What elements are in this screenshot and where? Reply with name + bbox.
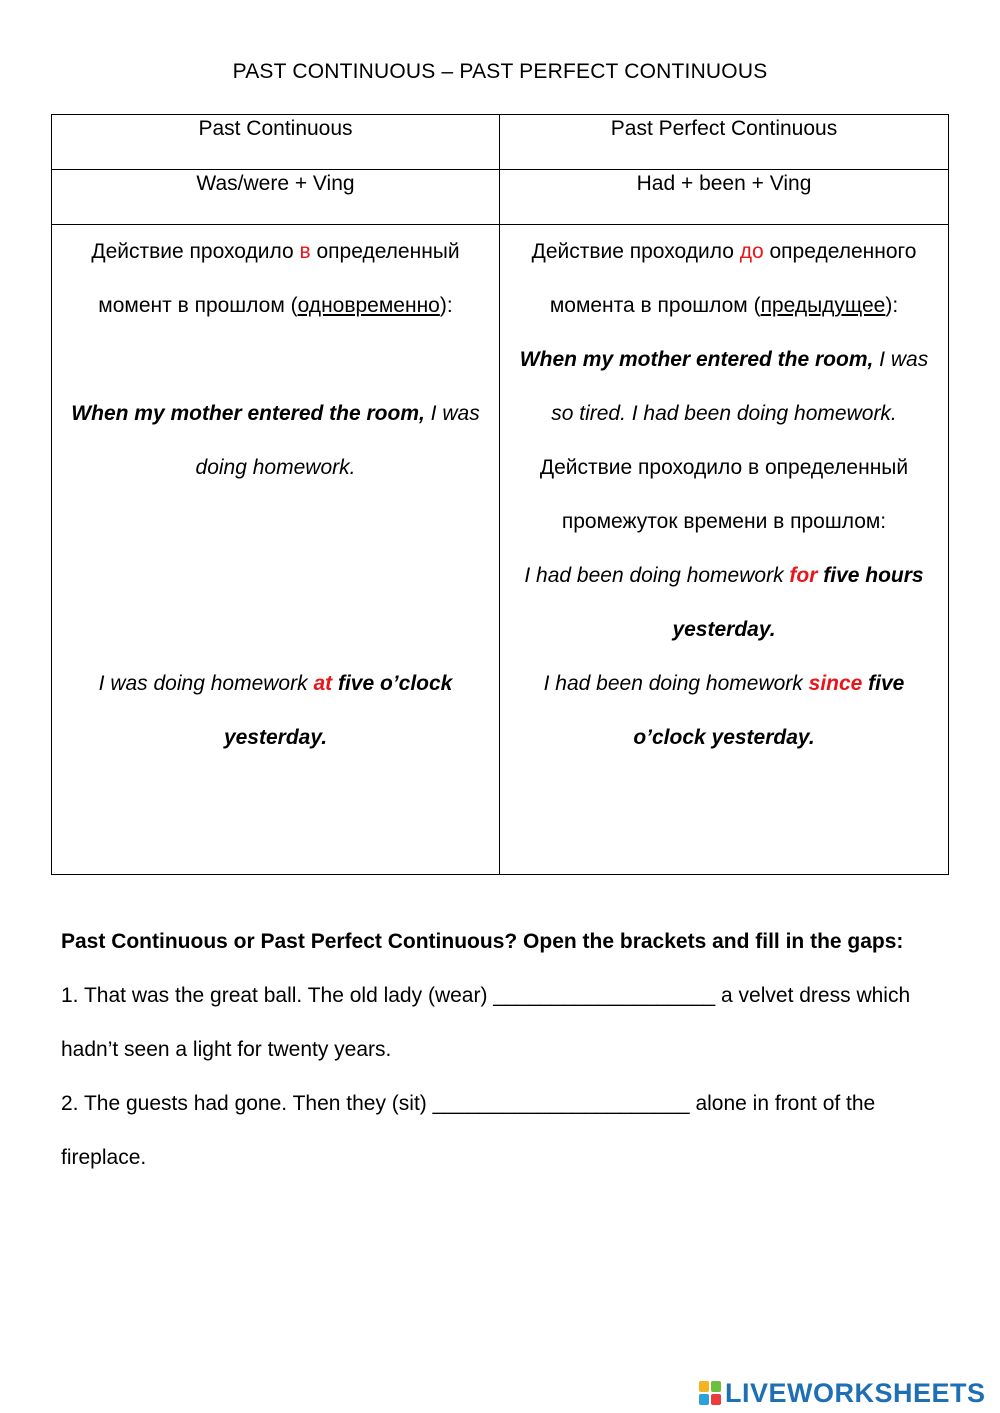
left-description: Действие проходило в определенный момент в прошлом (одновременно):: [91, 240, 460, 317]
keyword-do: до: [739, 240, 764, 263]
table-formula-row: [52, 170, 949, 225]
exercise-instruction: Past Continuous or Past Perfect Continuous? Open the brackets and fill in the gaps:: [61, 930, 904, 953]
formula-past-perfect-continuous: Had + been + Ving: [500, 170, 949, 225]
right-description: Действие проходило до определенного момента в прошлом (предыдущее):: [531, 240, 917, 317]
underlined-term: одновременно: [297, 294, 440, 317]
right-example-2: I had been doing homework for five hours yesterday.: [524, 564, 924, 641]
exercise-item-1: 1. That was the great ball. The old lady (wear) ___________________ a velvet dress which hadn’t seen a light for twenty years.: [61, 984, 911, 1061]
left-example-2: I was doing homework at five o’clock yesterday.: [98, 672, 453, 749]
explanation-past-continuous: [52, 225, 500, 875]
explanation-past-perfect-continuous: [500, 225, 949, 875]
page-title: PAST CONTINUOUS – PAST PERFECT CONTINUOUS: [232, 60, 768, 83]
exercise-section: [61, 915, 941, 1185]
gap-2[interactable]: ______________________: [432, 1092, 690, 1115]
table-header-row: [52, 115, 949, 170]
exercise-item-2: 2. The guests had gone. Then they (sit) ______________________ alone in front of the fireplace.: [61, 1092, 876, 1169]
keyword-for: for: [789, 564, 818, 587]
gap-1[interactable]: ___________________: [493, 984, 716, 1007]
underlined-term: предыдущее: [760, 294, 886, 317]
header-past-perfect-continuous: Past Perfect Continuous: [500, 115, 949, 170]
header-past-continuous: Past Continuous: [52, 115, 500, 170]
right-example-3: I had been doing homework since five o’clock yesterday.: [543, 672, 905, 749]
table-explanation-row: [52, 225, 949, 875]
keyword-at: at: [313, 672, 333, 695]
formula-past-continuous: Was/were + Ving: [52, 170, 500, 225]
keyword-since: since: [808, 672, 863, 695]
liveworksheets-logo: [698, 1378, 986, 1408]
left-example-1: When my mother entered the room, I was doing homework.: [71, 402, 480, 479]
logo-icon: [698, 1380, 722, 1406]
keyword-v: в: [299, 240, 311, 263]
right-example-1: When my mother entered the room, I was so tired. I had been doing homework.: [519, 348, 929, 425]
right-description-2: Действие проходило в определенный промежуток времени в прошлом:: [539, 456, 909, 533]
grammar-table: [51, 114, 949, 875]
logo-text: LIVEWORKSHEETS: [725, 1377, 986, 1408]
